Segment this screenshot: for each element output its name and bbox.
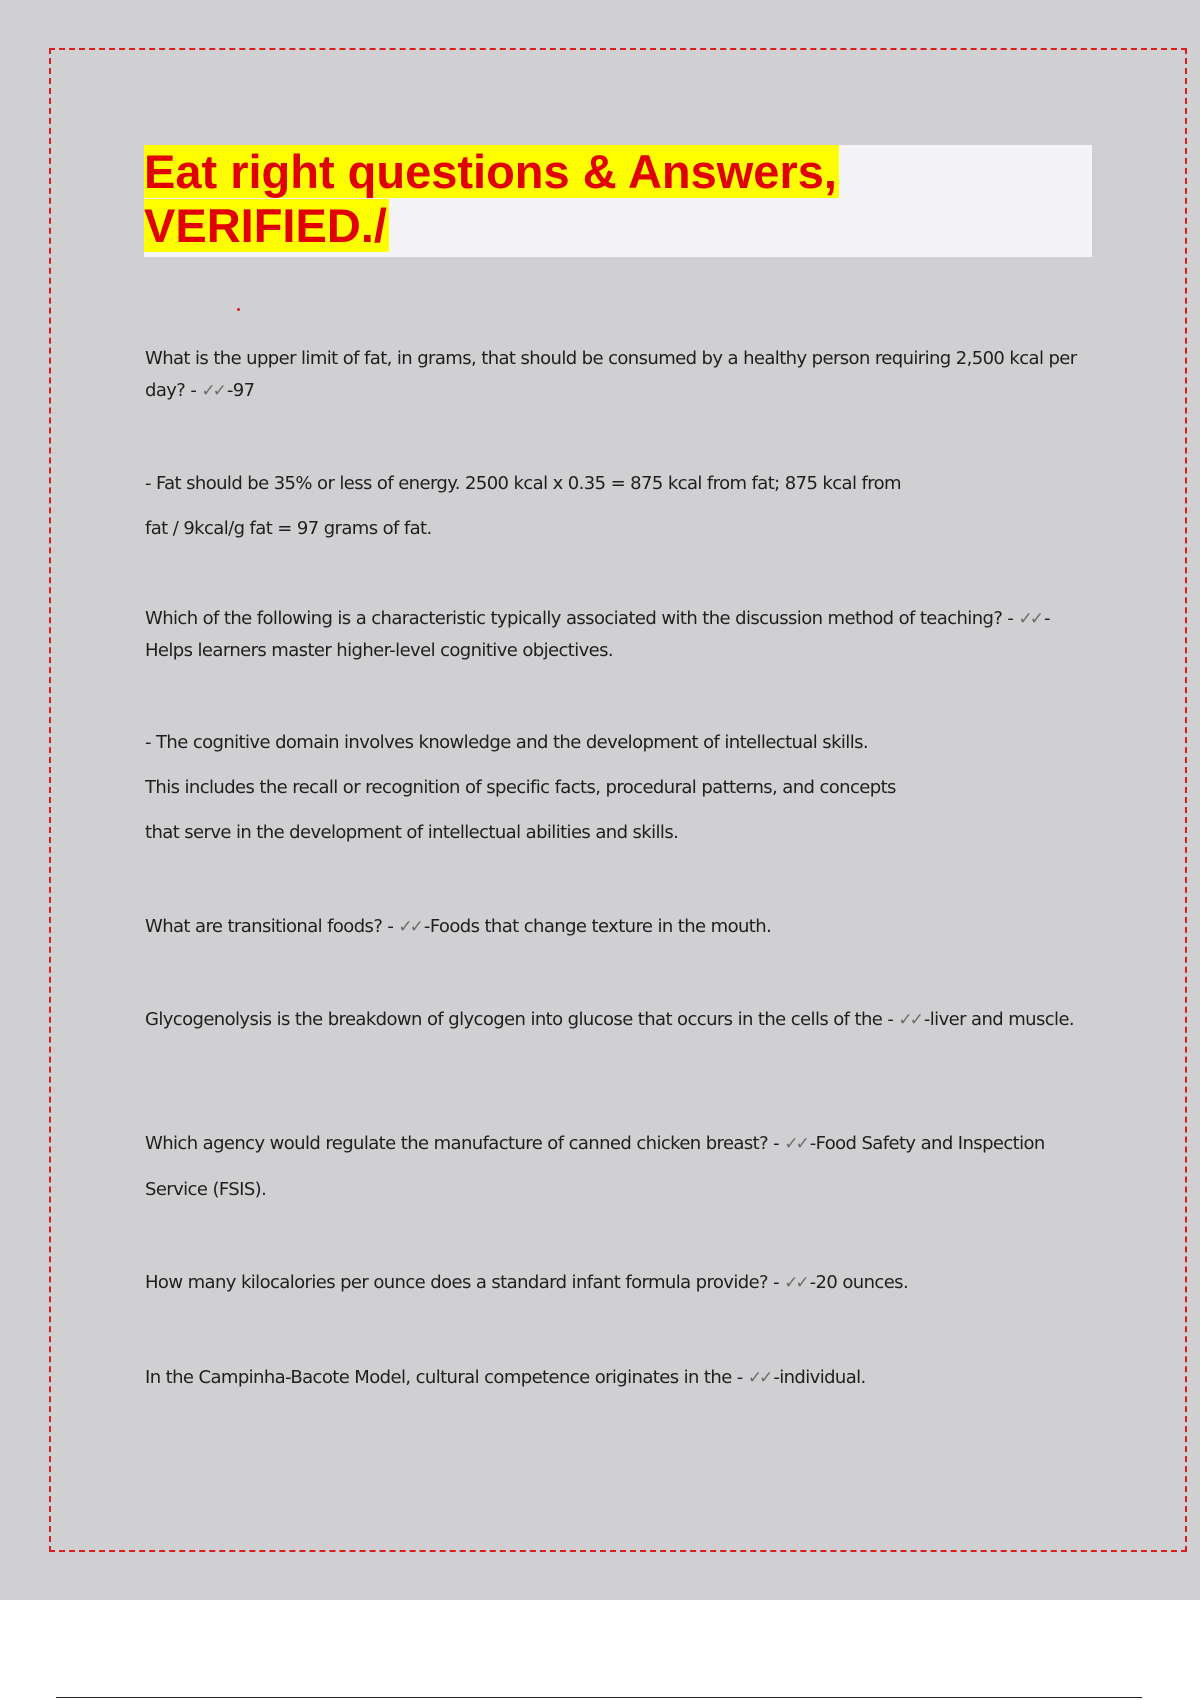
question-text: What are transitional foods? - (145, 916, 399, 937)
qa-item (145, 1267, 1085, 1299)
double-check-icon: ✓✓ (784, 1273, 807, 1293)
document-title (144, 145, 904, 253)
explanation-line: - The cognitive domain involves knowledge and the development of intellectual skills. (145, 732, 869, 753)
qa-item (145, 1362, 1085, 1394)
answer-text: -Foods that change texture in the mouth. (423, 916, 772, 937)
footer-rule (56, 1697, 1142, 1698)
answer-text: -Food Safety and Inspection Service (FSIS). (145, 1133, 1045, 1200)
qa-item (145, 343, 1085, 407)
red-dot-mark (237, 308, 240, 311)
question-text: What is the upper limit of fat, in grams, that should be consumed by a healthy person requiring 2,500 kcal per day? - (145, 348, 1077, 401)
double-check-icon: ✓✓ (398, 917, 421, 937)
answer-text: -20 ounces. (809, 1272, 909, 1293)
explanation (145, 461, 1085, 551)
question-text: Glycogenolysis is the breakdown of glycogen into glucose that occurs in the cells of the - (145, 1009, 899, 1030)
explanation-line: This includes the recall or recognition of specific facts, procedural patterns, and concepts (145, 777, 896, 798)
question-text: Which of the following is a characteristic typically associated with the discussion method of teaching? - (145, 608, 1019, 629)
answer-text: -97 (226, 380, 255, 401)
explanation (145, 720, 1085, 855)
explanation-line: that serve in the development of intellectual abilities and skills. (145, 822, 679, 843)
question-text: How many kilocalories per ounce does a standard infant formula provide? - (145, 1272, 785, 1293)
double-check-icon: ✓✓ (784, 1134, 807, 1154)
double-check-icon: ✓✓ (898, 1010, 921, 1030)
double-check-icon: ✓✓ (1018, 609, 1041, 629)
qa-item (145, 1004, 1085, 1036)
question-text: Which agency would regulate the manufacture of canned chicken breast? - (145, 1133, 785, 1154)
qa-item (145, 1121, 1085, 1213)
answer-text: -individual. (773, 1367, 866, 1388)
double-check-icon: ✓✓ (747, 1368, 771, 1388)
qa-item (145, 603, 1085, 667)
title-line-2: VERIFIED./ (144, 199, 387, 252)
answer-text: -Helps learners master higher-level cognitive objectives. (145, 608, 1050, 661)
question-text: In the Campinha-Bacote Model, cultural competence originates in the - (145, 1367, 748, 1388)
qa-item (145, 911, 1085, 943)
title-line-1: Eat right questions & Answers, (144, 145, 837, 198)
explanation-line: - Fat should be 35% or less of energy. 2500 kcal x 0.35 = 875 kcal from fat; 875 kcal from (145, 473, 901, 494)
explanation-line: fat / 9kcal/g fat = 97 grams of fat. (145, 518, 432, 539)
double-check-icon: ✓✓ (201, 381, 224, 401)
answer-text: -liver and muscle. (923, 1009, 1075, 1030)
